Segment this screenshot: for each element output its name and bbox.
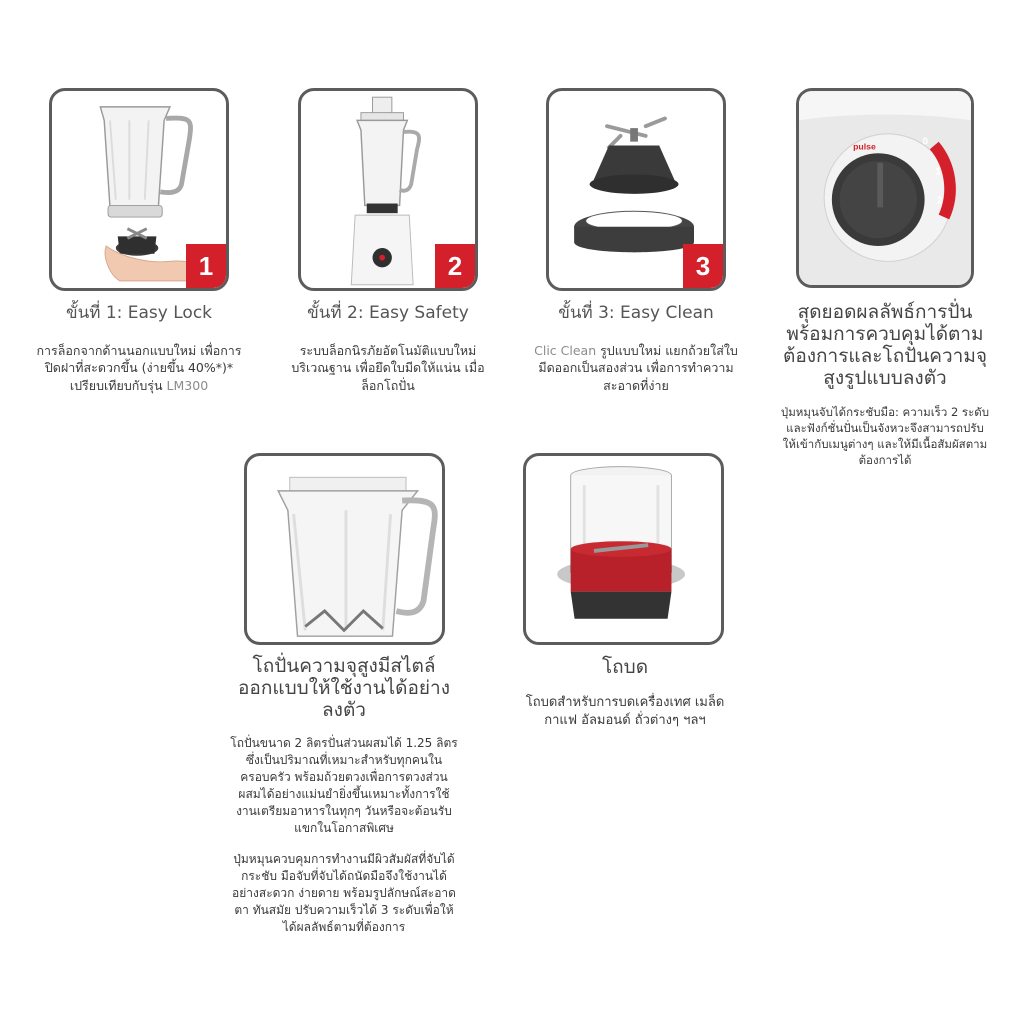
step-3-image-card: [546, 88, 726, 291]
grinder-feature-description: โถบดสำหรับการบดเครื่องเทศ เมล็ดกาแฟ อัลมอนด์ ถั่วต่างๆ ฯลฯ: [525, 695, 725, 728]
grinder-image-card: [523, 453, 724, 645]
jar-feature-description-1: โถปั่นขนาด 2 ลิตรปั่นส่วนผสมได้ 1.25 ลิตร ซึ่งเป็นปริมาณที่เหมาะสำหรับทุกคนในครอบครัว พร้อมถ้วยตวงเพื่อการตวงส่วนผสมได้อย่างแม่นยำยิ่งขึ้นเหมาะทั้งการใช้งานเตรียมอาหารในทุกๆ วันหรือจะต้อนรับแขกในโอกาสพิเศษ: [230, 736, 458, 836]
step-1-image-card: [49, 88, 229, 291]
step-1-title: ขั้นที่ 1: Easy Lock: [65, 303, 213, 323]
dial-speed-2-label: 2: [937, 195, 943, 207]
step-2-image-card: [298, 88, 478, 291]
step-2-description: ระบบล็อกนิรภัยอัตโนมัติแบบใหม่บริเวณฐาน เพื่อยึดใบมีดให้แน่น เมื่อล็อกโถปั่น: [291, 343, 485, 393]
step-number-badge: 1: [186, 244, 226, 288]
step-3-title: ขั้นที่ 3: Easy Clean: [558, 303, 714, 323]
step-number-badge: 2: [435, 244, 475, 288]
step-1-description: [34, 342, 244, 394]
dial-feature-title: สุดยอดผลลัพธ์การปั่น พร้อมการควบคุมได้ตามต้องการและโถปั่นความจุสูงรูปแบบลงตัว: [783, 301, 987, 389]
jar-image-card: [244, 453, 445, 645]
step-2-title: ขั้นที่ 2: Easy Safety: [307, 303, 469, 323]
step-3-description-text: รูปแบบใหม่ แยกถ้วยใส่ใบมีดออกเป็นสองส่วน เพื่อการทำความสะอาดที่ง่าย: [538, 343, 738, 393]
blender-jar-illustration: [247, 456, 442, 642]
grinder-feature-title: โถบด: [601, 656, 649, 678]
clic-clean-label: Clic Clean: [534, 343, 597, 358]
step-1-comparison-model: LM300: [166, 377, 209, 393]
grinder-cup-illustration: [526, 456, 721, 642]
speed-dial-image-card: [796, 88, 974, 288]
dial-pulse-label: pulse: [853, 141, 876, 152]
dial-feature-description: ปุ่มหมุนจับได้กระชับมือ: ความเร็ว 2 ระดับและฟังก์ชั่นปั่นเป็นจังหวะจึงสามารถปรับให้เข้ากับเมนูต่างๆ และให้มีเนื้อสัมผัสตามต้องการได้: [780, 405, 990, 468]
step-1-description-text: การล็อกจากด้านนอกแบบใหม่ เพื่อการปิดฝาที่สะดวกขึ้น (ง่ายขึ้น 40%*)* เปรียบเทียบกับรุ่น: [36, 343, 242, 393]
step-3-description: [531, 342, 741, 394]
speed-dial-illustration: [799, 91, 971, 285]
jar-feature-title: โถปั่นความจุสูงมีสไตล์ ออกแบบให้ใช้งานได้อย่างลงตัว: [238, 655, 450, 721]
step-number-badge: 3: [683, 244, 723, 288]
dial-speed-1-label: 1: [935, 166, 941, 178]
jar-feature-description-2: ปุ่มหมุนควบคุมการทำงานมีผิวสัมผัสที่จับได้กระชับ มือจับที่จับได้ถนัดมือจึงใช้งานได้อย่างสะดวก ง่ายดาย พร้อมรูปลักษณ์สะอาดตา ทันสมัย ปรับความเร็วได้ 3 ระดับเพื่อให้ได้ผลลัพธ์ตามที่ต้องการ: [232, 852, 456, 935]
dial-speed-0-label: 0: [922, 136, 929, 148]
jar-feature-description: [230, 735, 458, 936]
